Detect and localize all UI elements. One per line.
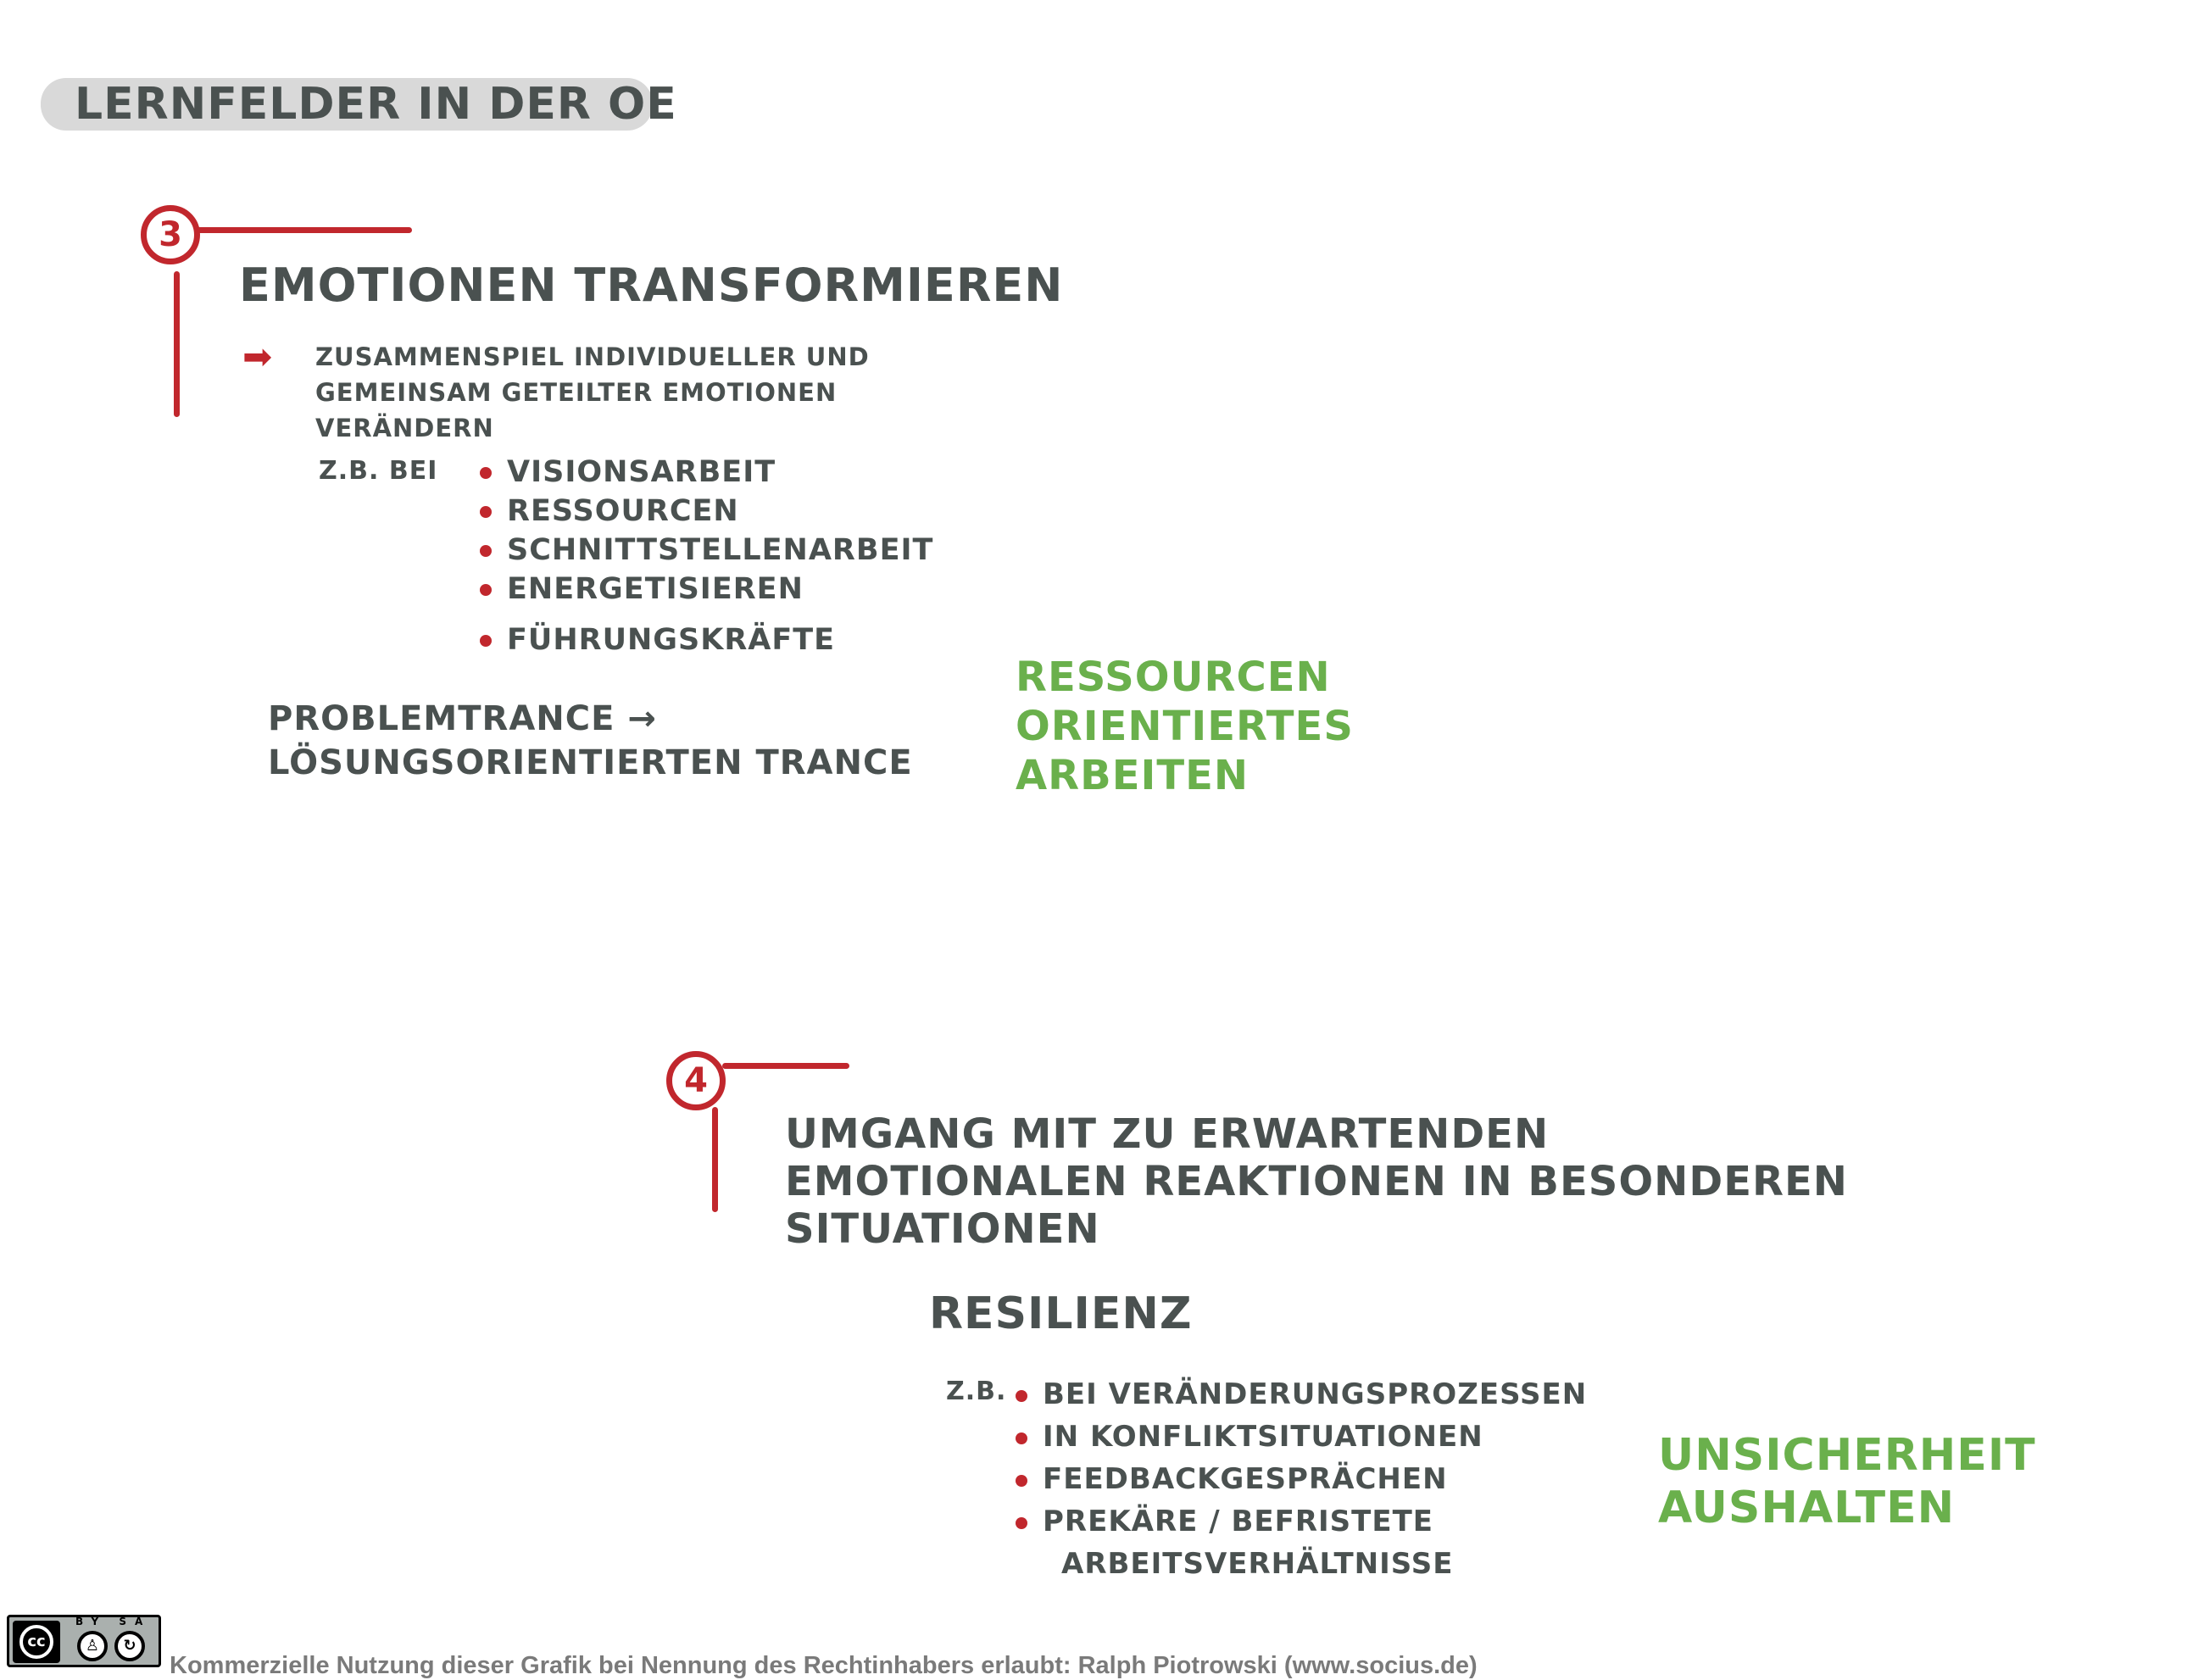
cc-logo-block xyxy=(13,1621,60,1663)
section-3-trance: PROBLEMTRANCE → LÖSUNGSORIENTIERTEN TRANCE xyxy=(268,699,913,782)
section-4-heading: UMGANG MIT ZU ERWARTENDEN EMOTIONALEN REAKTIONEN IN BESONDEREN SITUATIONEN xyxy=(785,1110,1848,1253)
list-item: FÜHRUNGSKRÄFTE xyxy=(480,620,933,659)
by-person-icon: ♙ xyxy=(77,1631,108,1661)
section-3-vertical-line xyxy=(174,271,180,417)
section-4-vertical-line xyxy=(712,1107,718,1212)
list-item: ARBEITSVERHÄLTNISSE xyxy=(1061,1547,1454,1581)
page-title: LERNFELDER IN DER OE xyxy=(75,79,677,130)
section-4-list xyxy=(1016,1373,1587,1585)
list-item: ENERGETISIEREN xyxy=(480,570,933,609)
section-4-number: 4 xyxy=(666,1051,726,1110)
arrow-right-icon: ➡ xyxy=(242,336,273,377)
footer xyxy=(0,1615,2204,1679)
section-3-line xyxy=(197,227,412,233)
list-item: IN KONFLIKTSITUATIONEN xyxy=(1016,1416,1587,1458)
license-label: BY SA xyxy=(75,1616,152,1627)
section-3-description: ZUSAMMENSPIEL INDIVIDUELLER UND GEMEINSAM GETEILTER EMOTIONEN VERÄNDERN xyxy=(315,342,870,442)
list-item: FEEDBACKGESPRÄCHEN xyxy=(1016,1458,1587,1500)
cc-icon: cc xyxy=(19,1625,53,1659)
section-3-heading: EMOTIONEN TRANSFORMIEREN xyxy=(239,259,1064,312)
creative-commons-badge xyxy=(7,1615,161,1667)
section-3-eg-label: Z.B. BEI xyxy=(319,456,438,486)
section-3-number: 3 xyxy=(141,205,200,264)
list-item: BEI VERÄNDERUNGSPROZESSEN xyxy=(1016,1373,1587,1416)
list-item: RESSOURCEN xyxy=(480,492,933,531)
share-alike-icon: ↻ xyxy=(114,1631,145,1661)
section-4-eg-label: Z.B. xyxy=(946,1377,1007,1406)
section-3-green-note: RESSOURCEN ORIENTIERTES ARBEITEN xyxy=(1016,654,1354,799)
list-item: SCHNITTSTELLENARBEIT xyxy=(480,531,933,570)
footer-attribution: Kommerzielle Nutzung dieser Grafik bei Nennung des Rechtinhabers erlaubt: Ralph Piotrowski (www.socius.de) xyxy=(170,1652,1478,1679)
list-item: PREKÄRE / BEFRISTETE xyxy=(1016,1500,1587,1543)
section-4-line xyxy=(722,1063,849,1069)
section-4-green-note: UNSICHERHEIT AUSHALTEN xyxy=(1658,1430,2036,1533)
section-4-subheading: RESILIENZ xyxy=(929,1288,1193,1339)
list-item: VISIONSARBEIT xyxy=(480,453,933,492)
section-3-list xyxy=(480,453,933,659)
